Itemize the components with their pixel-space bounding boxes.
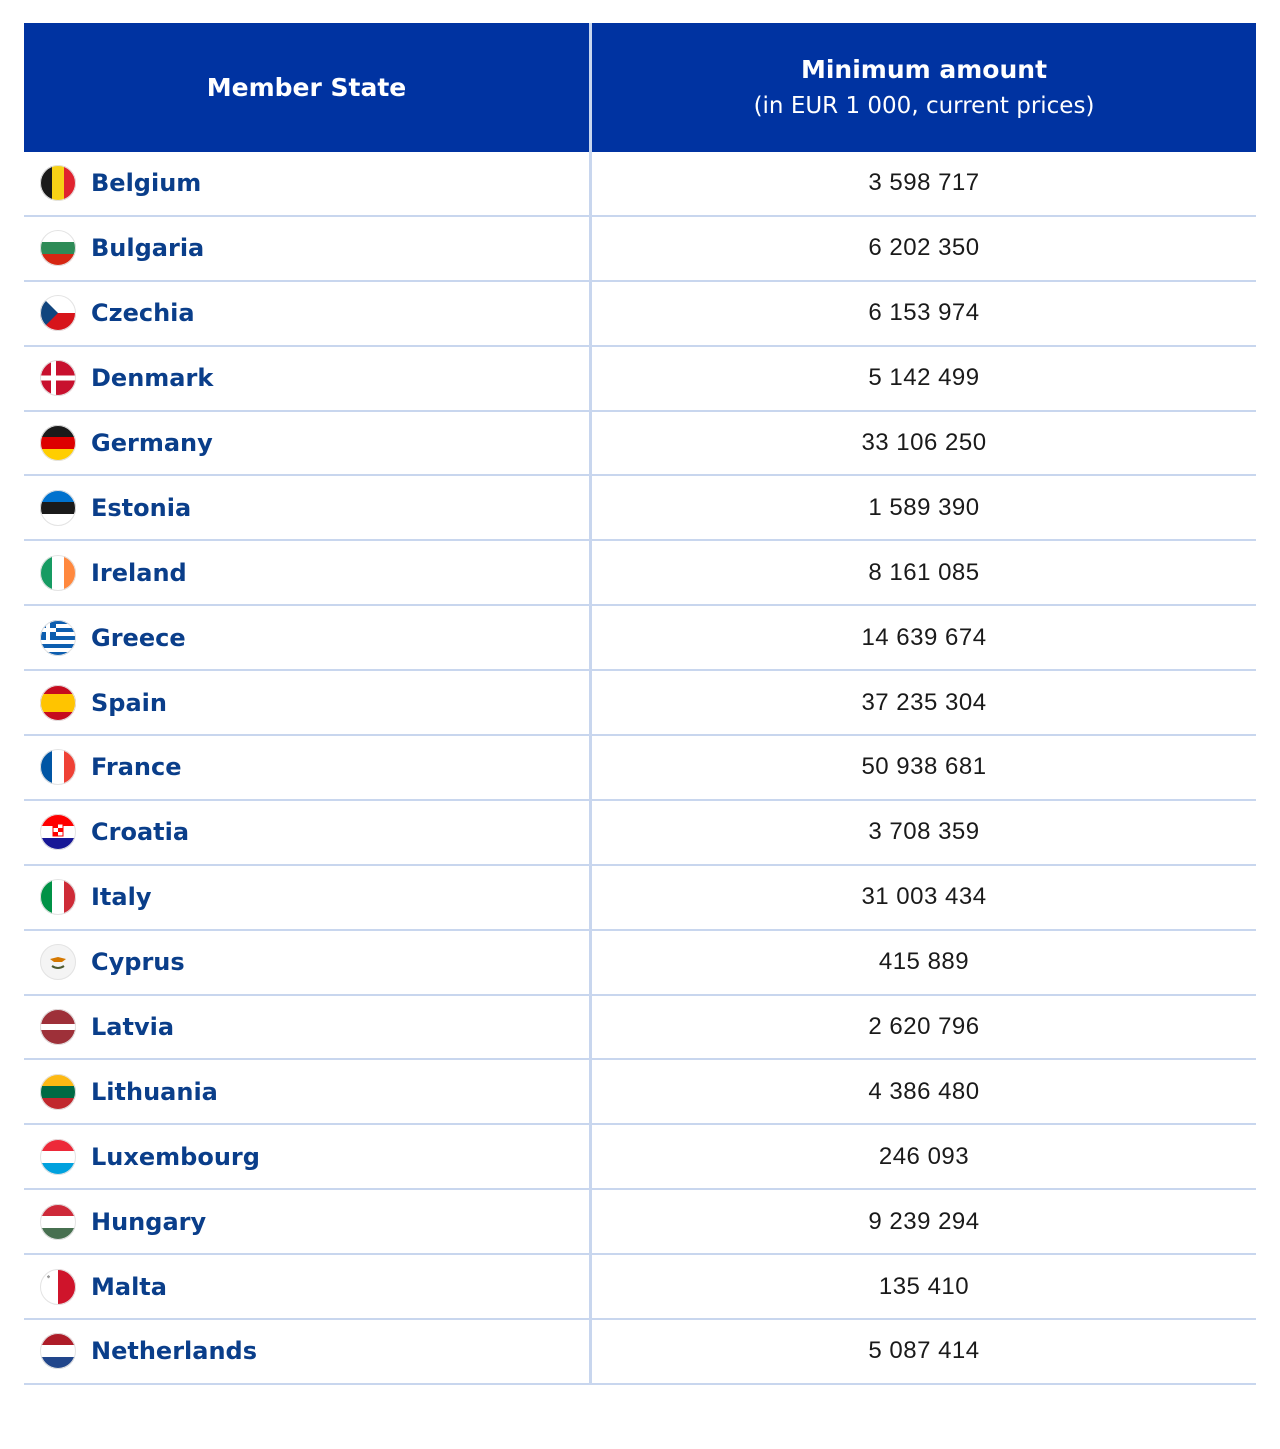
minimum-amount-title: Minimum amount — [800, 54, 1048, 84]
member-state-cell — [24, 282, 592, 345]
member-state-cell — [24, 606, 592, 669]
amount-cell: 415 889 — [878, 948, 970, 976]
amount-cell: 4 386 480 — [868, 1077, 980, 1105]
bulgaria-flag-icon — [40, 230, 76, 266]
country-name: Bulgaria — [91, 234, 205, 263]
minimum-amount-header — [592, 23, 1256, 152]
amount-cell: 6 153 974 — [868, 299, 980, 327]
amount-cell: 1 589 390 — [868, 493, 980, 521]
table-row-greece — [24, 606, 1256, 671]
country-name: Spain — [91, 688, 167, 717]
country-name: Cyprus — [91, 948, 185, 977]
table-row-czechia — [24, 282, 1256, 347]
table-row-estonia — [24, 476, 1256, 541]
amount-cell: 31 003 434 — [861, 883, 987, 911]
member-state-cell — [24, 541, 592, 604]
country-name: Luxembourg — [91, 1142, 260, 1171]
netherlands-flag-icon — [40, 1333, 76, 1369]
greece-flag-icon — [40, 620, 76, 656]
germany-flag-icon — [40, 425, 76, 461]
table-row-belgium — [24, 152, 1256, 217]
amount-cell: 5 142 499 — [868, 364, 980, 392]
table-row-italy — [24, 866, 1256, 931]
table-row-ireland — [24, 541, 1256, 606]
member-state-cell — [24, 1255, 592, 1318]
amount-cell: 2 620 796 — [868, 1013, 980, 1041]
amount-cell: 6 202 350 — [868, 234, 980, 262]
table-row-hungary — [24, 1190, 1256, 1255]
country-name: Italy — [91, 883, 152, 912]
amount-cell: 37 235 304 — [861, 688, 987, 716]
member-state-header: Member State — [24, 23, 592, 152]
croatia-flag-icon — [40, 814, 76, 850]
minimum-amount-unit: (in EUR 1 000, current prices) — [753, 92, 1095, 119]
table-row-latvia — [24, 996, 1256, 1061]
table-row-malta — [24, 1255, 1256, 1320]
member-state-cell — [24, 1060, 592, 1123]
country-name: Croatia — [91, 818, 190, 847]
country-name: Greece — [91, 623, 186, 652]
amount-cell: 14 639 674 — [861, 623, 987, 651]
table-row-denmark — [24, 347, 1256, 412]
table-row-spain — [24, 671, 1256, 736]
country-name: Lithuania — [91, 1077, 218, 1106]
amount-cell: 33 106 250 — [861, 429, 987, 456]
table-row-croatia — [24, 801, 1256, 866]
country-name: Latvia — [91, 1013, 175, 1042]
france-flag-icon — [40, 749, 76, 785]
member-state-cell — [24, 1190, 592, 1253]
table-row-germany — [24, 412, 1256, 477]
country-name: Germany — [91, 429, 213, 457]
czechia-flag-icon — [40, 295, 76, 331]
amount-cell: 135 410 — [878, 1272, 970, 1300]
table-body — [24, 152, 1256, 1385]
belgium-flag-icon — [40, 165, 76, 201]
amount-cell: 8 161 085 — [868, 558, 980, 586]
amount-cell: 246 093 — [878, 1142, 970, 1170]
table-header — [24, 23, 1256, 152]
hungary-flag-icon — [40, 1204, 76, 1240]
member-state-cell — [24, 412, 592, 475]
member-state-table — [24, 23, 1256, 1385]
table-row-bulgaria — [24, 217, 1256, 282]
member-state-cell — [24, 476, 592, 539]
table-row-france — [24, 736, 1256, 801]
table-row-netherlands — [24, 1320, 1256, 1385]
member-state-cell — [24, 931, 592, 994]
estonia-flag-icon — [40, 490, 76, 526]
denmark-flag-icon — [40, 360, 76, 396]
country-name: Denmark — [91, 364, 214, 393]
member-state-cell — [24, 1320, 592, 1383]
country-name: Netherlands — [91, 1337, 258, 1366]
member-state-cell — [24, 1125, 592, 1188]
table-row-lithuania — [24, 1060, 1256, 1125]
country-name: Estonia — [91, 493, 192, 522]
latvia-flag-icon — [40, 1009, 76, 1045]
amount-cell: 50 938 681 — [861, 753, 987, 781]
country-name: Czechia — [91, 299, 195, 328]
table-row-luxembourg — [24, 1125, 1256, 1190]
member-state-cell — [24, 347, 592, 410]
country-name: France — [91, 753, 182, 782]
country-name: Hungary — [91, 1207, 207, 1236]
italy-flag-icon — [40, 879, 76, 915]
amount-cell: 3 708 359 — [868, 818, 980, 846]
malta-flag-icon — [40, 1269, 76, 1305]
member-state-cell — [24, 996, 592, 1059]
country-name: Ireland — [91, 558, 187, 587]
luxembourg-flag-icon — [40, 1139, 76, 1175]
member-state-cell — [24, 736, 592, 799]
amount-cell: 9 239 294 — [868, 1207, 980, 1235]
member-state-cell — [24, 152, 592, 215]
member-state-cell — [24, 217, 592, 280]
member-state-cell — [24, 866, 592, 929]
lithuania-flag-icon — [40, 1074, 76, 1110]
country-name: Malta — [91, 1272, 167, 1301]
ireland-flag-icon — [40, 555, 76, 591]
member-state-cell — [24, 671, 592, 734]
country-name: Belgium — [91, 169, 202, 198]
spain-flag-icon — [40, 685, 76, 721]
amount-cell: 3 598 717 — [868, 169, 980, 197]
member-state-cell — [24, 801, 592, 864]
cyprus-flag-icon — [40, 944, 76, 980]
table-row-cyprus — [24, 931, 1256, 996]
amount-cell: 5 087 414 — [868, 1337, 980, 1365]
